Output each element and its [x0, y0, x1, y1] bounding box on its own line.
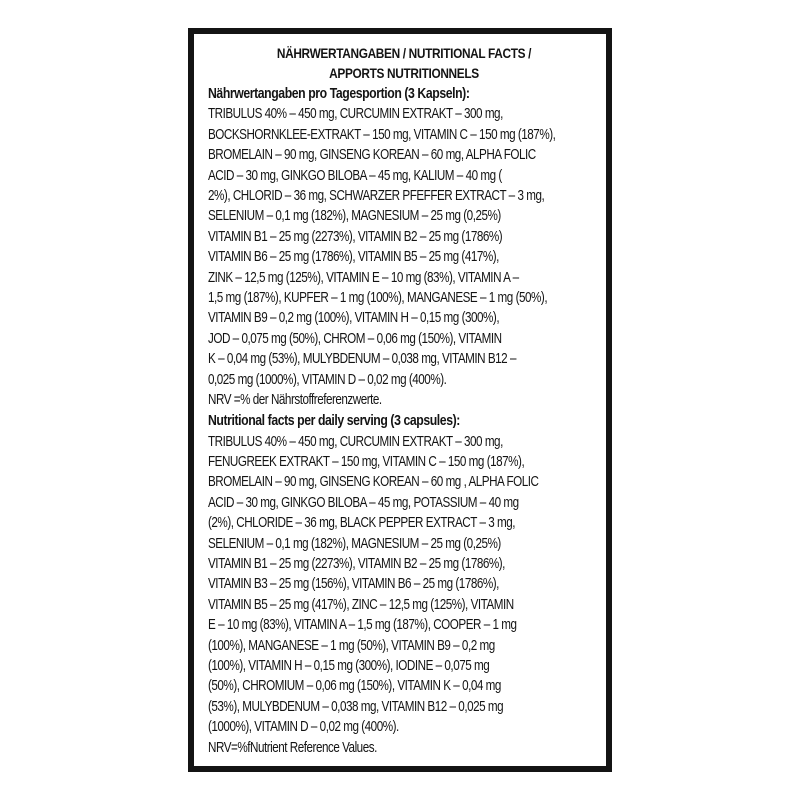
german-line: ACID – 30 mg, GINKGO BILOBA – 45 mg, KALIUM – 40 mg (	[208, 167, 502, 184]
german-line: JOD – 0,075 mg (50%), CHROM – 0,06 mg (150%), VITAMIN	[208, 330, 502, 347]
english-line: (2%), CHLORIDE – 36 mg, BLACK PEPPER EXTRACT – 3 mg,	[208, 515, 516, 532]
english-section	[208, 411, 600, 759]
english-line: (1000%), VITAMIN D – 0,02 mg (400%).	[208, 719, 399, 736]
german-line: VITAMIN B1 – 25 mg (2273%), VITAMIN B2 – 25 mg (1786%)	[208, 228, 503, 245]
german-nrv-note: NRV =% der Nährstoffreferenzwerte.	[208, 392, 382, 409]
english-subtitle: Nutritional facts per daily serving (3 capsules):	[208, 413, 460, 430]
english-line: VITAMIN B5 – 25 mg (417%), ZINC – 12,5 mg (125%), VITAMIN	[208, 596, 514, 613]
english-line: (50%), CHROMIUM – 0,06 mg (150%), VITAMIN K – 0,04 mg	[208, 678, 501, 695]
german-line: K – 0,04 mg (53%), MULYBDENUM – 0,038 mg, VITAMIN B12 –	[208, 351, 516, 368]
english-line: (100%), VITAMIN H – 0,15 mg (300%), IODINE – 0,075 mg	[208, 657, 490, 674]
title-line-1: NÄHRWERTANGABEN / NUTRITIONAL FACTS /	[276, 46, 532, 61]
german-line: BOCKSHORNKLEE-EXTRAKT – 150 mg, VITAMIN C – 150 mg (187%),	[208, 126, 556, 143]
german-line: ZINK – 12,5 mg (125%), VITAMIN E – 10 mg (83%), VITAMIN A –	[208, 269, 519, 286]
english-line: FENUGREEK EXTRAKT – 150 mg, VITAMIN C – 150 mg (187%),	[208, 453, 525, 470]
english-line: (100%), MANGANESE – 1 mg (50%), VITAMIN B9 – 0,2 mg	[208, 637, 495, 654]
title-line-2: APPORTS NUTRITIONNELS	[329, 66, 479, 81]
german-line: VITAMIN B9 – 0,2 mg (100%), VITAMIN H – 0,15 mg (300%),	[208, 310, 500, 327]
german-line: 0,025 mg (1000%), VITAMIN D – 0,02 mg (400%).	[208, 371, 447, 388]
german-line: SELENIUM – 0,1 mg (182%), MAGNESIUM – 25 mg (0,25%)	[208, 208, 501, 225]
english-line: VITAMIN B3 – 25 mg (156%), VITAMIN B6 – 25 mg (1786%),	[208, 576, 499, 593]
nutrition-label	[188, 28, 612, 772]
german-line: BROMELAIN – 90 mg, GINSENG KOREAN – 60 mg, ALPHA FOLIC	[208, 147, 536, 164]
german-section	[208, 84, 600, 411]
english-line: SELENIUM – 0,1 mg (182%), MAGNESIUM – 25 mg (0,25%)	[208, 535, 501, 552]
german-subtitle: Nährwertangaben pro Tagesportion (3 Kapseln):	[208, 86, 470, 102]
english-line: BROMELAIN – 90 mg, GINSENG KOREAN – 60 mg , ALPHA FOLIC	[208, 474, 539, 491]
english-line: TRIBULUS 40% – 450 mg, CURCUMIN EXTRAKT – 300 mg,	[208, 433, 503, 450]
label-title	[235, 44, 572, 84]
german-line: TRIBULUS 40% – 450 mg, CURCUMIN EXTRAKT – 300 mg,	[208, 106, 503, 123]
german-line: 1,5 mg (187%), KUPFER – 1 mg (100%), MANGANESE – 1 mg (50%),	[208, 290, 548, 307]
english-line: (53%), MULYBDENUM – 0,038 mg, VITAMIN B12 – 0,025 mg	[208, 698, 504, 715]
english-line: VITAMIN B1 – 25 mg (2273%), VITAMIN B2 – 25 mg (1786%),	[208, 555, 505, 572]
german-line: VITAMIN B6 – 25 mg (1786%), VITAMIN B5 – 25 mg (417%),	[208, 249, 499, 266]
english-line: ACID – 30 mg, GINKGO BILOBA – 45 mg, POTASSIUM – 40 mg	[208, 494, 519, 511]
english-line: E – 10 mg (83%), VITAMIN A – 1,5 mg (187%), COOPER – 1 mg	[208, 617, 517, 634]
german-line: 2%), CHLORID – 36 mg, SCHWARZER PFEFFER EXTRACT – 3 mg,	[208, 188, 545, 205]
english-nrv-note: NRV=%fNutrient Reference Values.	[208, 739, 377, 756]
